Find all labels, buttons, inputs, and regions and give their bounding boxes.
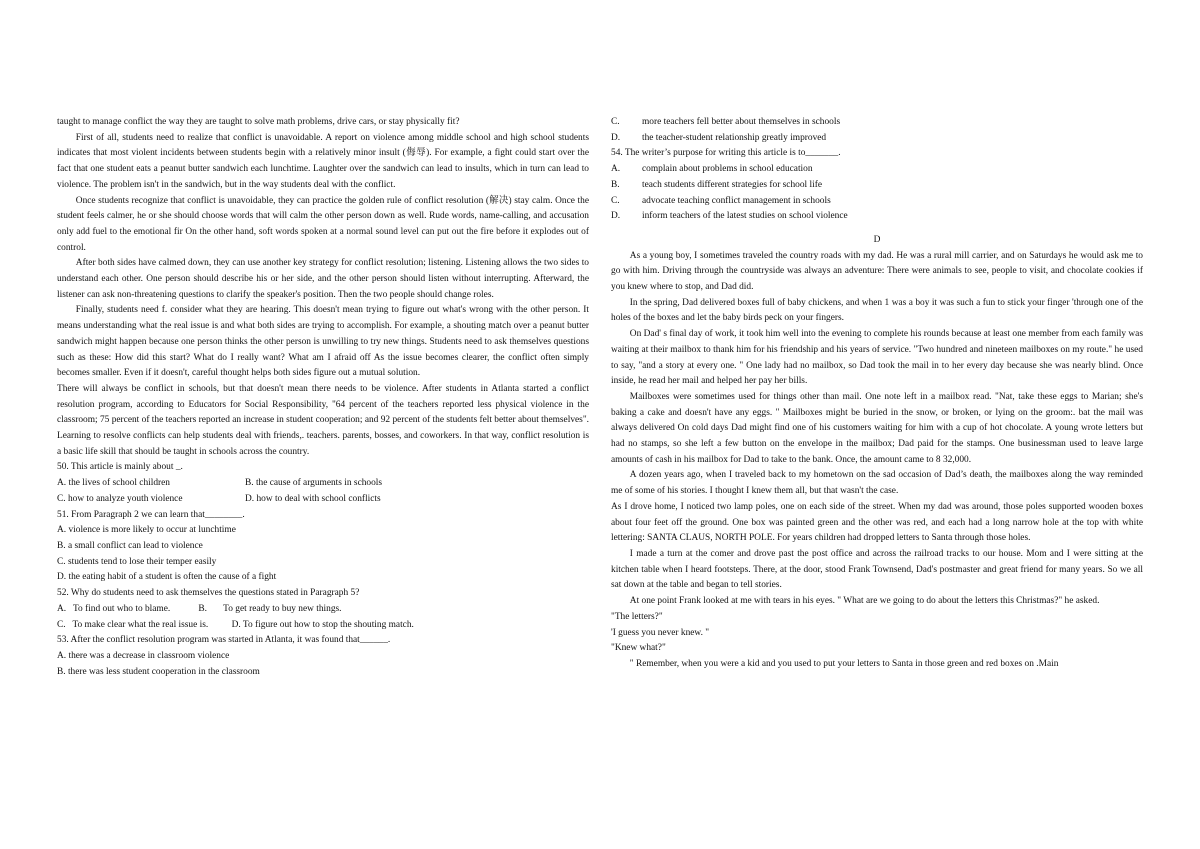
passage-paragraph: At one point Frank looked at me with tears in his eyes. " What are we going to do about the letters this Christmas?" he asked.: [629, 596, 1100, 607]
question-51: [57, 508, 589, 587]
answer-option: A. the lives of school children: [57, 478, 170, 489]
option-letter: B.: [611, 179, 620, 190]
question-50: [57, 460, 589, 507]
dialogue-line: "Knew what?": [611, 643, 666, 654]
section-heading: D: [873, 234, 881, 245]
question-stem: 53. After the conflict resolution program was started in Atlanta, it was found that______.: [57, 635, 391, 646]
question-stem: 54. The writer’s purpose for writing this article is to_______.: [611, 148, 841, 159]
passage-paragraph: As a young boy, I sometimes traveled the country roads with my dad. He was a rural mill carrier, and on Saturdays he would ask me to go with him. Driving through the countryside was always an adventure: There were animals to see, people to visit, and chocolate cookies if you knew where to stop, and Dad did.: [611, 250, 1143, 293]
answer-options-row: A. To find out who to blame. B. To get ready to buy new things.: [57, 603, 342, 614]
option-text: inform teachers of the latest studies on school violence: [642, 211, 848, 222]
passage-paragraph: There will always be conflict in schools, but that doesn't mean there needs to be violence. After students in Atlanta started a conflict resolution program, according to Educators for Social Responsibility, "64 percent of the teachers reported less physical violence in the classroom; 75 percent of the teachers reported an increase in student cooperation; and 92 percent of the students felt better about themselves". Learning to resolve conflicts can help students deal with friends,. teachers. parents, bosses, and coworkers. In that way, conflict resolution is a basic life skill that should be taught in schools across the country.: [57, 383, 589, 457]
option-text: the teacher-student relationship greatly improved: [642, 132, 827, 143]
dialogue-line: "The letters?": [611, 611, 663, 622]
passage-paragraph: In the spring, Dad delivered boxes full of baby chickens, and when 1 was a boy it was such a fun to stick your finger 'through one of the holes of the boxes and let the baby birds peck on your fingers.: [611, 297, 1143, 324]
passage-paragraph: taught to manage conflict the way they are taught to solve math problems, drive cars, or stay physically fit?: [57, 117, 460, 127]
answer-option: A. there was a decrease in classroom violence: [57, 650, 230, 661]
question-stem: 52. Why do students need to ask themselves the questions stated in Paragraph 5?: [57, 588, 360, 599]
left-column: [57, 115, 589, 680]
answer-option: B. there was less student cooperation in the classroom: [57, 666, 260, 677]
answer-option: D. how to deal with school conflicts: [245, 493, 381, 504]
passage-paragraph: Finally, students need f. consider what they are hearing. This doesn't mean trying to figure out what's wrong with the other person. It means understanding what the real issue is and what both sides are trying to accomplish. For example, a shouting match over a peanut butter sandwich might happen because one person thinks the other person is unwilling to try new things. Students need to ask themselves questions such as these: How did this start? What do I really want? What am I afraid off As the issue becomes clearer, the conflict often simply becomes smaller. Even if it doesn't, careful thought helps both sides figure out a mutual solution.: [57, 305, 589, 379]
answer-option: A. violence is more likely to occur at lunchtime: [57, 525, 236, 536]
answer-option: B. the cause of arguments in schools: [245, 478, 383, 489]
option-letter: C.: [611, 117, 620, 127]
passage-paragraph: I made a turn at the comer and drove past the post office and across the railroad tracks to our house. Mom and I were sitting at the kitchen table when I heard footsteps. There, at the door, stood Frank Townsend, Dad's postmaster and great friend for many years. So we all sat down at the table and began to tell stories.: [611, 548, 1143, 591]
right-column: [611, 115, 1143, 673]
answer-option: [611, 131, 1143, 147]
option-letter: A.: [611, 164, 621, 175]
question-stem: 50. This article is mainly about _.: [57, 462, 183, 473]
dialogue-line: 'I guess you never knew. ": [611, 627, 710, 638]
answer-option: B. a small conflict can lead to violence: [57, 540, 203, 551]
answer-option: [611, 178, 1143, 194]
answer-option: [611, 115, 1143, 131]
answer-option: [611, 194, 1143, 210]
question-52: [57, 586, 589, 633]
answer-option: C. how to analyze youth violence: [57, 493, 183, 504]
option-letter: D.: [611, 132, 621, 143]
passage-paragraph: Once students recognize that conflict is unavoidable, they can practice the golden rule of conflict resolution (解决) stay calm. Once the student feels calmer, he or she should choose words that will calm the other person down as well. Rude words, name-calling, and accusation only add fuel to the emotional fir On the other hand, soft words spoken at a normal sound level can put out the fire before it explodes out of control.: [57, 195, 589, 253]
passage-paragraph: After both sides have calmed down, they can use another key strategy for conflict resolution; listening. Listening allows the two sides to understand each other. One person should describe his or her side, and the other person should listen without interrupting. Afterward, the listener can ask non-threatening questions to clarify the speaker's position. Then the two people should change roles.: [57, 258, 589, 300]
question-stem: 51. From Paragraph 2 we can learn that________.: [57, 509, 245, 520]
answer-option: [611, 162, 1143, 178]
passage-paragraph: A dozen years ago, when I traveled back to my hometown on the sad occasion of Dad’s death, the mailboxes along the way reminded me of some of his stories. I thought I knew them all, but that wasn't the case.: [611, 470, 1143, 497]
answer-options-row: C. To make clear what the real issue is. D. To figure out how to stop the shouting match.: [57, 619, 414, 630]
option-text: more teachers fell better about themselves in schools: [642, 117, 841, 127]
passage-paragraph: First of all, students need to realize that conflict is unavoidable. A report on violence among middle school and high school students indicates that most violent incidents between students begin with a relatively minor insult (侮辱). For example, a fight could start over the fact that one student eats a peanut butter sandwich each lunchtime. Laughter over the sandwich can lead to insults, which in turn can lead to violence. The problem isn't in the sandwich, but in the way students deal with the conflict.: [57, 132, 589, 190]
option-text: teach students different strategies for school life: [642, 179, 822, 190]
option-text: complain about problems in school education: [642, 164, 813, 175]
passage-paragraph: As I drove home, I noticed two lamp poles, one on each side of the street. When my dad was around, those poles supported wooden boxes about four feet off the ground. One box was painted green and the other was red, and each had a long narrow hole at the top with white lettering: SANTA CLAUS, NORTH POLE. For years children had dropped letters to Santa through those holes.: [611, 501, 1143, 544]
passage-paragraph: On Dad' s final day of work, it took him well into the evening to complete his rounds because at least one member from each family was waiting at their mailbox to thank him for his friendship and his years of service. "Two hundred and nineteen mailboxes on my route." he used to say, "and a story at every one. " One lady had no mailbox, so Dad took the mail in to her every day because she was nearly blind. Once inside, he read her mail and helped her pay her bills.: [611, 329, 1143, 387]
option-text: advocate teaching conflict management in schools: [642, 195, 831, 206]
passage-paragraph: Mailboxes were sometimes used for things other than mail. One note left in a mailbox read. "Nat, take these eggs to Marian; she's baking a cake and doesn't have any eggs. " Mailboxes might be buried in the snow, or broken, or lying on the groom:. bat the mail was always delivered On cold days Dad might find one of his customers waiting for him with a cup of hot chocolate. A young wrote letters but had no stamps, so she left a few button on the envelope in the mailbox; Dad paid for the stamps. One businessman used to leave large amounts of cash in his mailbox for Dad to take to the bank. Once, the amount came to 8 32,000.: [611, 391, 1143, 465]
answer-option: [611, 209, 1143, 225]
option-letter: C.: [611, 195, 620, 206]
answer-option: C. students tend to lose their temper easily: [57, 556, 217, 567]
passage-paragraph: " Remember, when you were a kid and you used to put your letters to Santa in those green and red boxes on .Main: [629, 658, 1059, 669]
question-53: [57, 633, 589, 680]
question-53-continued: [611, 115, 1143, 146]
option-letter: D.: [611, 211, 621, 222]
answer-option: D. the eating habit of a student is often the cause of a fight: [57, 572, 277, 583]
question-54: [611, 146, 1143, 225]
